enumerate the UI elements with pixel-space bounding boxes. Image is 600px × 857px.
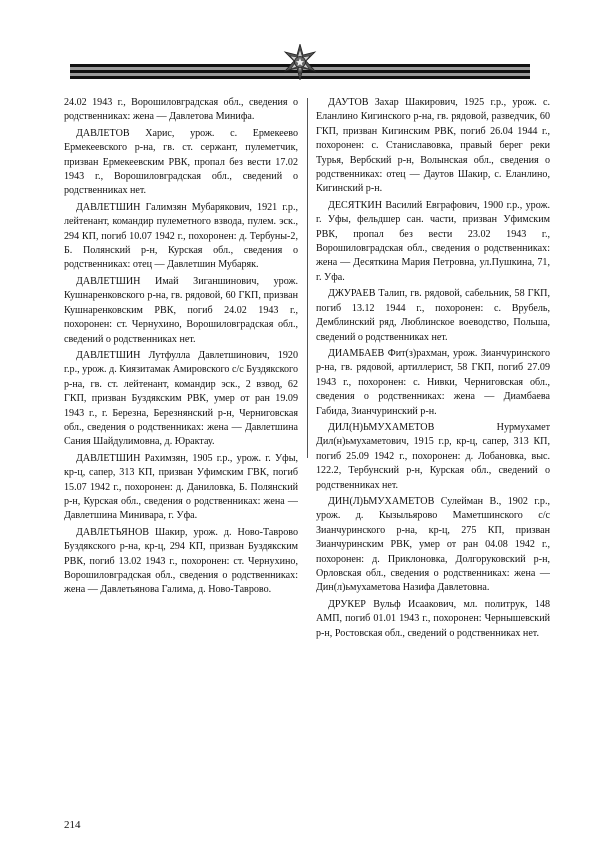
entry-paragraph: ДИН(Л)ЬМУХАМЕТОВ Сулейман В., 1902 г.р., урож. д. Кызыльярово Маметшинского с/с Зианчуринского р-на, кр-ц, 275 КП, призван Зианчуринским РВК, умер от ран 04.08 1942 г., похоронен: д. Приклоновка, Долгоруковский р-н, Орловская обл., сведения о родственниках: жена — Дин(л)ьмухаметова Назифа Давлетовна. [316,495,550,594]
entry-paragraph: 24.02 1943 г., Ворошиловградская обл., сведения о родственниках: жена — Давлетова Минифа. [64,97,298,123]
page-header [0,0,600,100]
entry-paragraph: ДЕСЯТКИН Василий Евграфович, 1900 г.р., урож. г. Уфы, фельдшер сан. части, призван Уфимским РВК, пропал без вести 23.02 1943 г., Ворошиловградская обл., сведения о родственниках: жена — Десяткина Мария Петровна, ул.Пушкина, 71, г. Уфа. [316,199,550,283]
entry-paragraph: ДРУКЕР Вульф Исаакович, мл. политрук, 148 АМП, погиб 01.01 1943 г., похоронен: Чернышевский р-н, Ростовская обл., сведений о родственниках нет. [316,598,550,639]
page-number: 214 [64,819,81,831]
entry-paragraph: ДАВЛЕТОВ Харис, урож. с. Ермекеево Ермекеевского р-на, гв. ст. сержант, пулеметчик, призван Ермекеевским РВК, пропал без вести 17.02 1943 г., Ворошиловградская обл., сведений о родственниках нет. [64,127,298,197]
entry-paragraph: ДАВЛЕТЬЯНОВ Шакир, урож. д. Ново-Таврово Буздякского р-на, кр-ц, 294 КП, призван Буздякским РВК, погиб 13.02 1943 г., похоронен: ст. Чернухино, Ворошиловградская обл., сведения о родственниках: жена — Давлетьянова Галима, д. Ново-Таврово. [64,526,298,596]
entry-paragraph: ДАВЛЕТШИН Лутфулла Давлетшинович, 1920 г.р., урож. д. Киязитамак Амировского с/с Буздякского р-на, гв. ст. лейтенант, командир эск., 2 взвод, 62 ГКП, призван Буздякским РВК, умер от ран 19.09 1943 г., г. Березна, Березнянский р-н, Черниговская обл., сведения о родственниках: жена — Давлетшина Сания Шайдулимовна, д. Юрактау. [64,349,298,448]
entry-paragraph: ДАВЛЕТШИН Рахимзян, 1905 г.р., урож. г. Уфы, кр-ц, сапер, 313 КП, призван Уфимским ГВК, погиб 15.07 1942 г., похоронен: д. Даниловка, Б. Полянский р-н, Курская обл., сведения о родственниках: жена — Давлетшина Минивара, г. Уфа. [64,452,298,522]
order-star-icon [282,44,318,80]
entry-paragraph: ДАВЛЕТШИН Галимзян Мубарякович, 1921 г.р., лейтенант, командир пулеметного взвода, пулем. эск., 294 КП, погиб 10.07 1942 г., похоронен: д. Тербуны-2, Б. Полянский р-н, Курская обл., сведения о родственниках: отец — Давлетшин Мубаряк. [64,201,298,271]
entry-paragraph: ДИЛ(Н)ЬМУХАМЕТОВ Нурмухамет Дил(н)ьмухаметович, 1915 г.р, кр-ц, сапер, 313 КП, погиб 25.09 1942 г., похоронен: д. Лобановка, выс. 122.2, Тербунский р-н, Курская обл., сведений о родственниках нет. [316,421,550,491]
entry-paragraph: ДИАМБАЕВ Фит(з)рахман, урож. Зианчуринского р-на, гв. рядовой, артиллерист, 58 ГКП, погиб 27.09 1943 г., похоронен: с. Нивки, Черниговская обл., сведения о родственниках: жена — Диамбаева Габида, Зианчуринский р-н. [316,347,550,417]
entry-paragraph: ДАВЛЕТШИН Имай Зиганшинович, урож. Кушнаренковского р-на, гв. рядовой, 60 ГКП, призван Кушнаренковским РВК, погиб 24.02 1943 г., похоронен: ст. Чернухино, Ворошиловградская обл., сведений о родственниках нет. [64,275,298,345]
left-column [64,96,298,816]
entry-paragraph: ДАУТОВ Захар Шакирович, 1925 г.р., урож. с. Еланлино Кигинского р-на, гв. рядовой, разведчик, 60 ГКП, призван Кигинским РВК, погиб 26.04 1944 г., похоронен: с. Станиславовка, правый берег реки Турья, Вербский р-н, Волынская обл., сведения о родственниках: отец — Даутов Шакир, с. Еланлино, Кигинский р-н. [316,97,550,195]
column-divider [307,98,308,458]
text-columns [64,96,550,816]
entry-paragraph: ДЖУРАЕВ Талип, гв. рядовой, сабельник, 58 ГКП, погиб 13.12 1944 г., похоронен: с. Врубель, Демблинский ряд, Люблинское воеводство, Польша, сведений о родственниках нет. [316,288,550,343]
right-column [316,96,550,816]
